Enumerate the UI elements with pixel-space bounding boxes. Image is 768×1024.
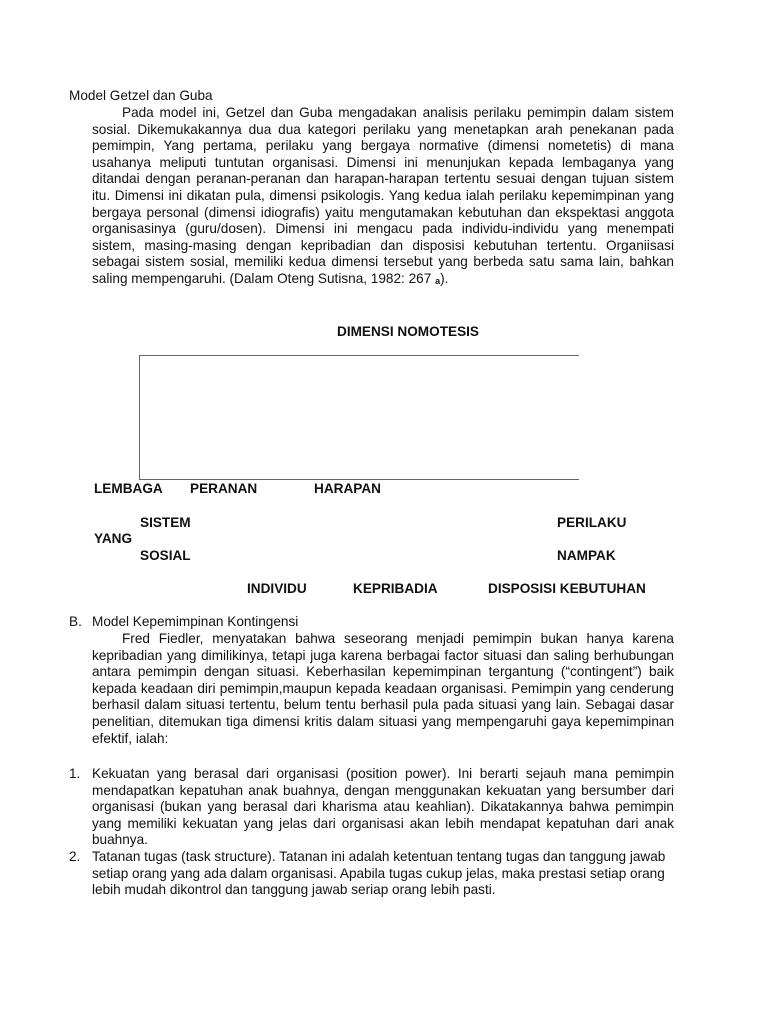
paragraph-end: ). xyxy=(440,270,449,286)
diagram-label-disposisi: DISPOSISI KEBUTUHAN xyxy=(488,581,646,596)
section-marker: B. xyxy=(69,614,82,629)
diagram-label-individu: INDIVIDU xyxy=(247,581,307,596)
diagram-label-kepribadia: KEPRIBADIA xyxy=(353,581,438,596)
citation-mark: a xyxy=(435,275,441,286)
list-item-number: 2. xyxy=(69,849,81,864)
paragraph-text: Pada model ini, Getzel dan Guba mengadakan analisis perilaku pemimpin dalam sistem sosial. Dikemukakannya dua dua kategori perilaku yang menetapkan arah penekanan pada pemimpin, Yang pertama, perilaku yang bergaya normative (dimensi nometetis) di mana usahanya meliputi tuntutan organisasi. Dimensi ini menunjukan kepada lembaganya yang ditandai dengan peranan-peranan dan harapan-harapan tertentu sesuai dengan tujuan sistem itu. Dimensi ini dikatan pula, dimensi psikologis. Yang kedua ialah perilaku kepemimpinan yang bergaya personal (dimensi idiografis) yaitu mengutamakan kebutuhan dan ekspektasi anggota organisasinya (guru/dosen). Dimensi ini mengacu pada individu-individu yang menempati sistem, masing-masing dengan kepribadian dan disposisi kebutuhan tertentu. Organiisasi sebagai sistem sosial, memiliki kedua dimensi tersebut yang berbeda satu sama lain, bahkan saling mempengaruhi. (Dalam Oteng Sutisna, 1982: 267 xyxy=(92,105,674,286)
diagram-label-harapan: HARAPAN xyxy=(314,481,381,496)
diagram-label-perilaku: PERILAKU xyxy=(557,515,627,530)
diagram-label-yang: YANG xyxy=(94,531,133,546)
list-item-number: 1. xyxy=(69,766,81,781)
diagram-frame xyxy=(139,355,579,480)
diagram-title: DIMENSI NOMOTESIS xyxy=(337,324,479,339)
section-heading: Model Getzel dan Guba xyxy=(69,88,213,103)
diagram-label-sosial: SOSIAL xyxy=(140,548,191,563)
list-item: Tatanan tugas (task structure). Tatanan ini adalah ketentuan tentang tugas dan tanggung jawab setiap orang yang ada dalam organisasi. Apabila tugas cukup jelas, maka prestasi setiap orang lebih mudah dikontrol dan tanggung jawab seriap orang lebih pasti. xyxy=(92,849,666,898)
diagram-label-nampak: NAMPAK xyxy=(557,548,616,563)
diagram-label-lembaga: LEMBAGA xyxy=(94,481,163,496)
body-paragraph xyxy=(92,105,674,290)
section-heading: Model Kepemimpinan Kontingensi xyxy=(92,614,299,629)
diagram-label-peranan: PERANAN xyxy=(190,481,258,496)
list-item: Kekuatan yang berasal dari organisasi (position power). Ini berarti sejauh mana pemimpin mendapatkan kepatuhan anak buahnya, dengan menggunakan kekuatan yang bersumber dari organisasi (bukan yang berasal dari kharisma atau keahlian). Dikatakannya bahwa pemimpin yang memiliki kekuatan yang jelas dari organisasi akan lebih mendapat kepatuhan dari anak buahnya. xyxy=(92,766,674,848)
body-paragraph: Fred Fiedler, menyatakan bahwa seseorang menjadi pemimpin bukan hanya karena kepribadian yang dimilikinya, tetapi juga karena berbagai factor situasi dan saling berhubungan antara pemimpin dengan situasi. Keberhasilan kepemimpinan tergantung (“contingent”) baik kepada keadaan diri pemimpin,maupun kepada keadaan organisasi. Pemimpin yang cenderung berhasil dalam situasi tertentu, belum tentu berhasil pula pada situasi yang lain. Sebagai dasar penelitian, ditemukan tiga dimensi kritis dalam situasi yang mempengaruhi gaya kepemimpinan efektif, ialah: xyxy=(92,631,674,746)
diagram-label-sistem: SISTEM xyxy=(140,515,191,530)
